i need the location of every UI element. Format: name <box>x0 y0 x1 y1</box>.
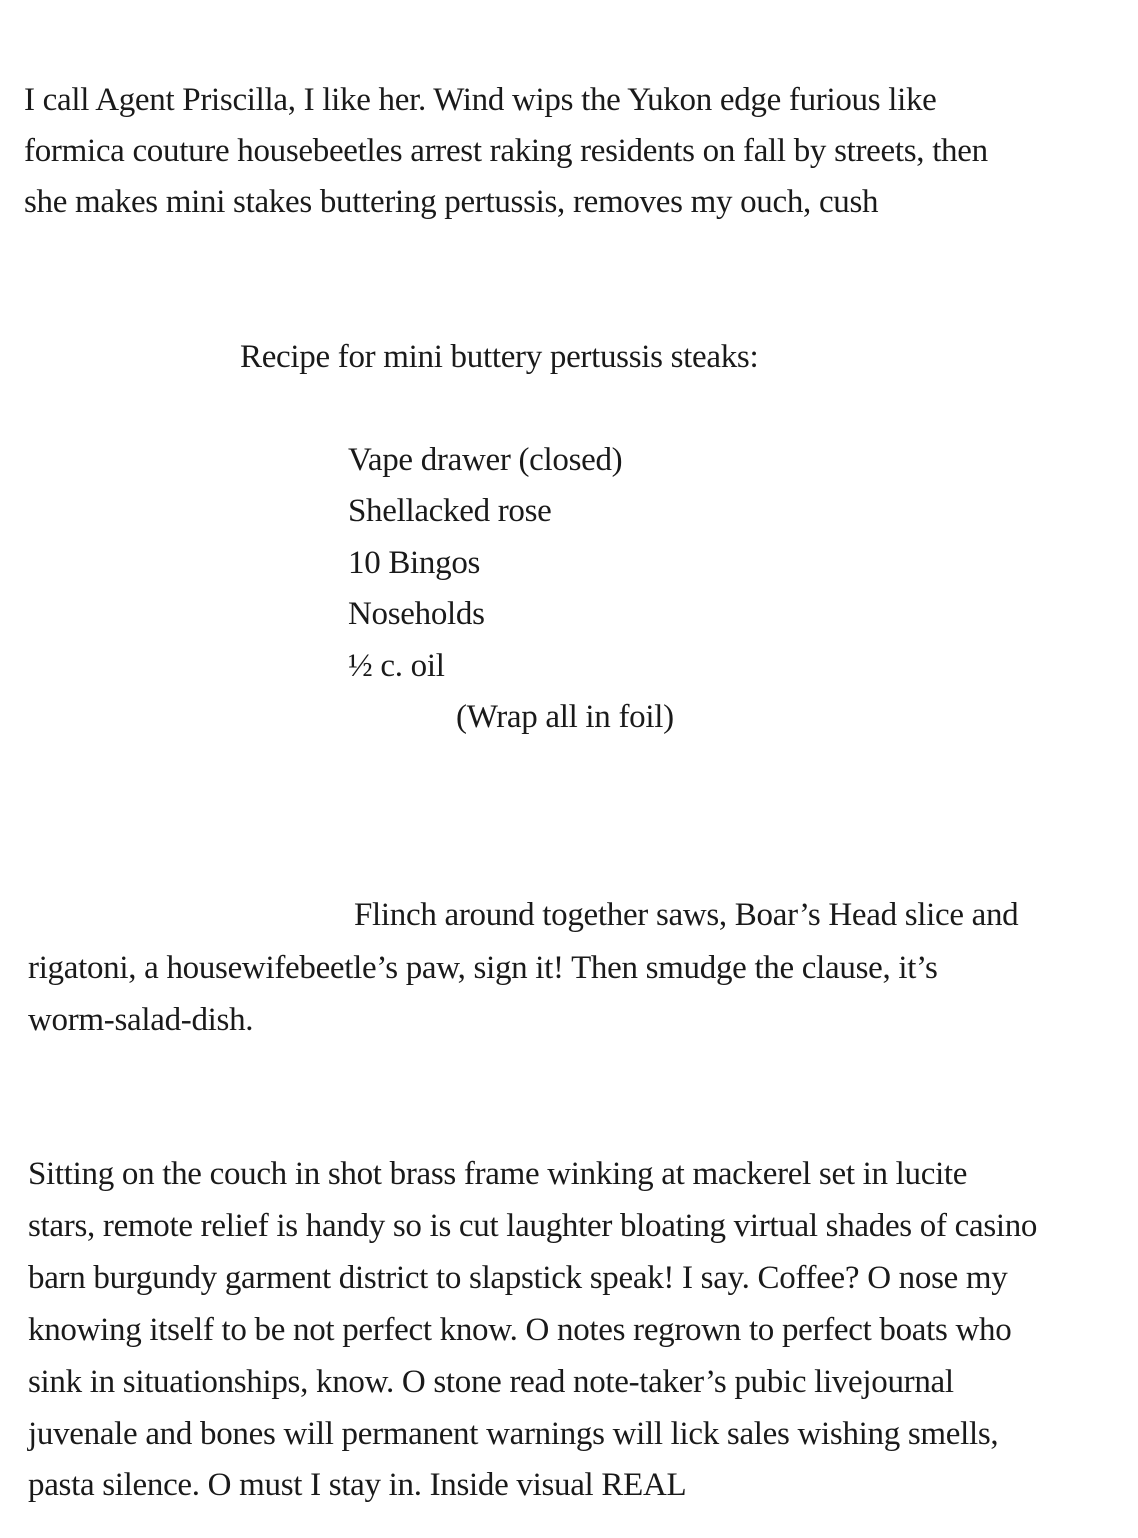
text-line: she makes mini stakes buttering pertussis, removes my ouch, cush <box>24 184 879 220</box>
text-line: Flinch around together saws, Boar’s Head slice and <box>354 897 1019 933</box>
recipe-ingredient: Shellacked rose <box>348 493 552 529</box>
text-line: worm-salad-dish. <box>28 1002 254 1038</box>
text-line: formica couture housebeetles arrest raking residents on fall by streets, then <box>24 133 988 169</box>
recipe-ingredient: Vape drawer (closed) <box>348 442 623 478</box>
text-line: pasta silence. O must I stay in. Inside visual REAL <box>28 1467 687 1503</box>
recipe-ingredient: Noseholds <box>348 596 485 632</box>
text-line: juvenale and bones will permanent warnings will lick sales wishing smells, <box>28 1416 999 1452</box>
recipe-instruction: (Wrap all in foil) <box>456 699 674 735</box>
text-line: rigatoni, a housewifebeetle’s paw, sign it! Then smudge the clause, it’s <box>28 950 938 986</box>
text-line: stars, remote relief is handy so is cut laughter bloating virtual shades of casino <box>28 1208 1038 1244</box>
recipe-ingredient: 10 Bingos <box>348 545 481 581</box>
text-line: sink in situationships, know. O stone read note-taker’s pubic livejournal <box>28 1364 954 1400</box>
text-line: Sitting on the couch in shot brass frame winking at mackerel set in lucite <box>28 1156 968 1192</box>
text-line: barn burgundy garment district to slapstick speak! I say. Coffee? O nose my <box>28 1260 1008 1296</box>
recipe-title: Recipe for mini buttery pertussis steaks: <box>240 339 759 375</box>
text-line: knowing itself to be not perfect know. O notes regrown to perfect boats who <box>28 1312 1012 1348</box>
text-line: I call Agent Priscilla, I like her. Wind wips the Yukon edge furious like <box>24 82 937 118</box>
recipe-ingredient: ½ c. oil <box>348 648 445 684</box>
